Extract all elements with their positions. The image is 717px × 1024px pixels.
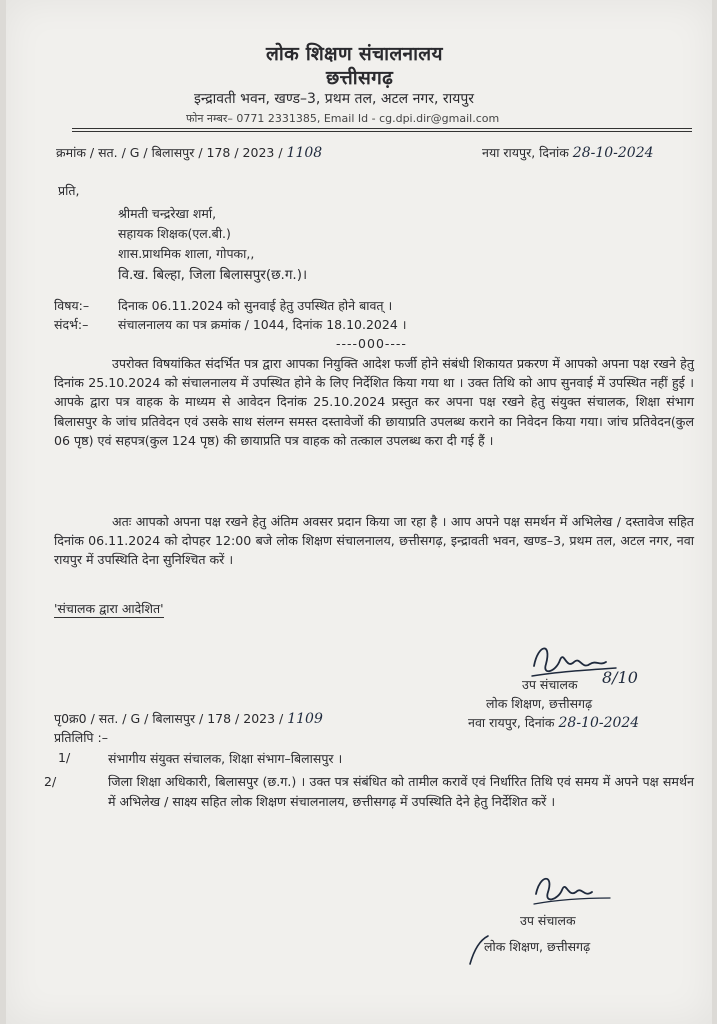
body-paragraph-1-text: उपरोक्त विषयांकित संदर्भित पत्र द्वारा आपका नियुक्ति आदेश फर्जी होने संबंधी शिकायत प्रकरण में आपको अपना पक्ष रखने हेतु दिनांक 25.10.2024 को संचालनालय में उपस्थित होने के लिए निर्देशित किया गया था । उक्त तिथि को आप सुनवाई में उपस्थित नहीं हुई । आपके द्वारा पत्र वाहक के माध्यम से आवेदन दिनांक 25.10.2024 प्रस्तुत कर अपना पक्ष रखने हेतु संयुक्त संचालक, शिक्षा संभाग बिलासपुर के जांच प्रतिवेदन एवं उसके साथ संलग्न समस्त दस्तावेजों की छायाप्रति उपलब्ध कराने का निवेदन किया गया। जांच प्रतिवेदन(कुल 06 पृष्ठ) एवं सहपत्र(कुल 124 पृष्ठ) की छायाप्रति पत्र वाहक को तत्काल उपलब्ध करा दी गई हैं । xyxy=(54,356,694,448)
handwritten-mark-icon xyxy=(464,930,494,970)
header-divider-thin xyxy=(72,131,692,132)
signature-1-date-value: 28-10-2024 xyxy=(558,715,640,731)
header-divider xyxy=(72,128,692,129)
signature-1-date-prefix: नवा रायपुर, दिनांक xyxy=(468,715,555,730)
letter-number xyxy=(56,144,322,161)
letter-date-handwritten: 28-10-2024 xyxy=(572,145,654,161)
copy-label: प्रतिलिपि :– xyxy=(54,730,108,745)
copy-item-text: जिला शिक्षा अधिकारी, बिलासपुर (छ.ग.) । उक्त पत्र संबंधित को तामील करावें एवं निर्धारित तिथि एवं समय में अपने पक्ष समर्थन में अभिलेख / साक्ष्य सहित लोक शिक्षण संचालनालय, छत्तीसगढ़ में उपस्थिति देने हेतु निर्देशित करें । xyxy=(108,774,694,809)
body-paragraph-2 xyxy=(54,512,694,570)
endorsement-number-handwritten: 1109 xyxy=(287,711,323,727)
org-state: छत्तीसगढ़ xyxy=(326,67,394,89)
signature-1-date xyxy=(468,714,639,731)
org-title: लोक शिक्षण संचालनालय xyxy=(266,43,443,65)
recipient-line: वि.ख. बिल्हा, जिला बिलासपुर(छ.ग.)। xyxy=(118,267,308,283)
prati-label: प्रति, xyxy=(58,183,80,198)
org-address: इन्द्रावती भवन, खण्ड–3, प्रथम तल, अटल नगर, रायपुर xyxy=(194,91,475,107)
signature-2-title: उप संचालक xyxy=(520,913,576,928)
reference-label: संदर्भ:– xyxy=(54,317,89,332)
copy-item-number: 1/ xyxy=(58,750,71,765)
letter-date xyxy=(482,144,654,161)
recipient-line: श्रीमती चन्द्ररेखा शर्मा, xyxy=(118,206,217,221)
reference-text: संचालनालय का पत्र क्रमांक / 1044, दिनांक 18.10.2024 । xyxy=(118,317,407,332)
ordered-by: 'संचालक द्वारा आदेशित' xyxy=(54,601,164,616)
copy-item-number: 2/ xyxy=(44,774,57,789)
recipient-line: सहायक शिक्षक(एल.बी.) xyxy=(118,226,231,241)
letter-number-prefix: क्रमांक / सत. / G / बिलासपुर / 178 / 2023 / xyxy=(56,145,283,160)
subject-text: दिनाक 06.11.2024 को सुनवाई हेतु उपस्थित होने बावत् । xyxy=(118,298,393,313)
endorsement-number-prefix: पृ0क्र0 / सत. / G / बिलासपुर / 178 / 2023 / xyxy=(54,711,284,726)
letter-sheet xyxy=(6,0,712,1024)
body-paragraph-1 xyxy=(54,354,694,450)
signature-2-image xyxy=(526,868,636,916)
signature-1-date-handwritten: 8/10 xyxy=(602,668,638,687)
signature-2-office: लोक शिक्षण, छत्तीसगढ़ xyxy=(484,939,591,954)
letter-number-handwritten: 1108 xyxy=(286,145,323,161)
separator: ----000---- xyxy=(336,336,407,351)
signature-1-office: लोक शिक्षण, छत्तीसगढ़ xyxy=(486,696,593,711)
endorsement-number xyxy=(54,710,323,727)
letter-date-prefix: नया रायपुर, दिनांक xyxy=(482,145,569,160)
recipient-line: शास.प्राथमिक शाला, गोपका,, xyxy=(118,246,255,261)
copy-item-text: संभागीय संयुक्त संचालक, शिक्षा संभाग–बिलासपुर । xyxy=(108,751,343,766)
org-contact: फोन नम्बर– 0771 2331385, Email Id - cg.dpi.dir@gmail.com xyxy=(186,112,500,125)
signature-1-title: उप संचालक xyxy=(522,677,578,692)
subject-label: विषय:– xyxy=(54,298,90,313)
body-paragraph-2-text: अतः आपको अपना पक्ष रखने हेतु अंतिम अवसर प्रदान किया जा रहा है । आप अपने पक्ष समर्थन में अभिलेख / दस्तावेज सहित दिनांक 06.11.2024 को दोपहर 12:00 बजे लोक शिक्षण संचालनालय, छत्तीसगढ़, इन्द्रावती भवन, खण्ड–3, प्रथम तल, अटल नगर, नवा रायपुर में उपस्थिति देना सुनिश्चित करें । xyxy=(54,514,694,568)
